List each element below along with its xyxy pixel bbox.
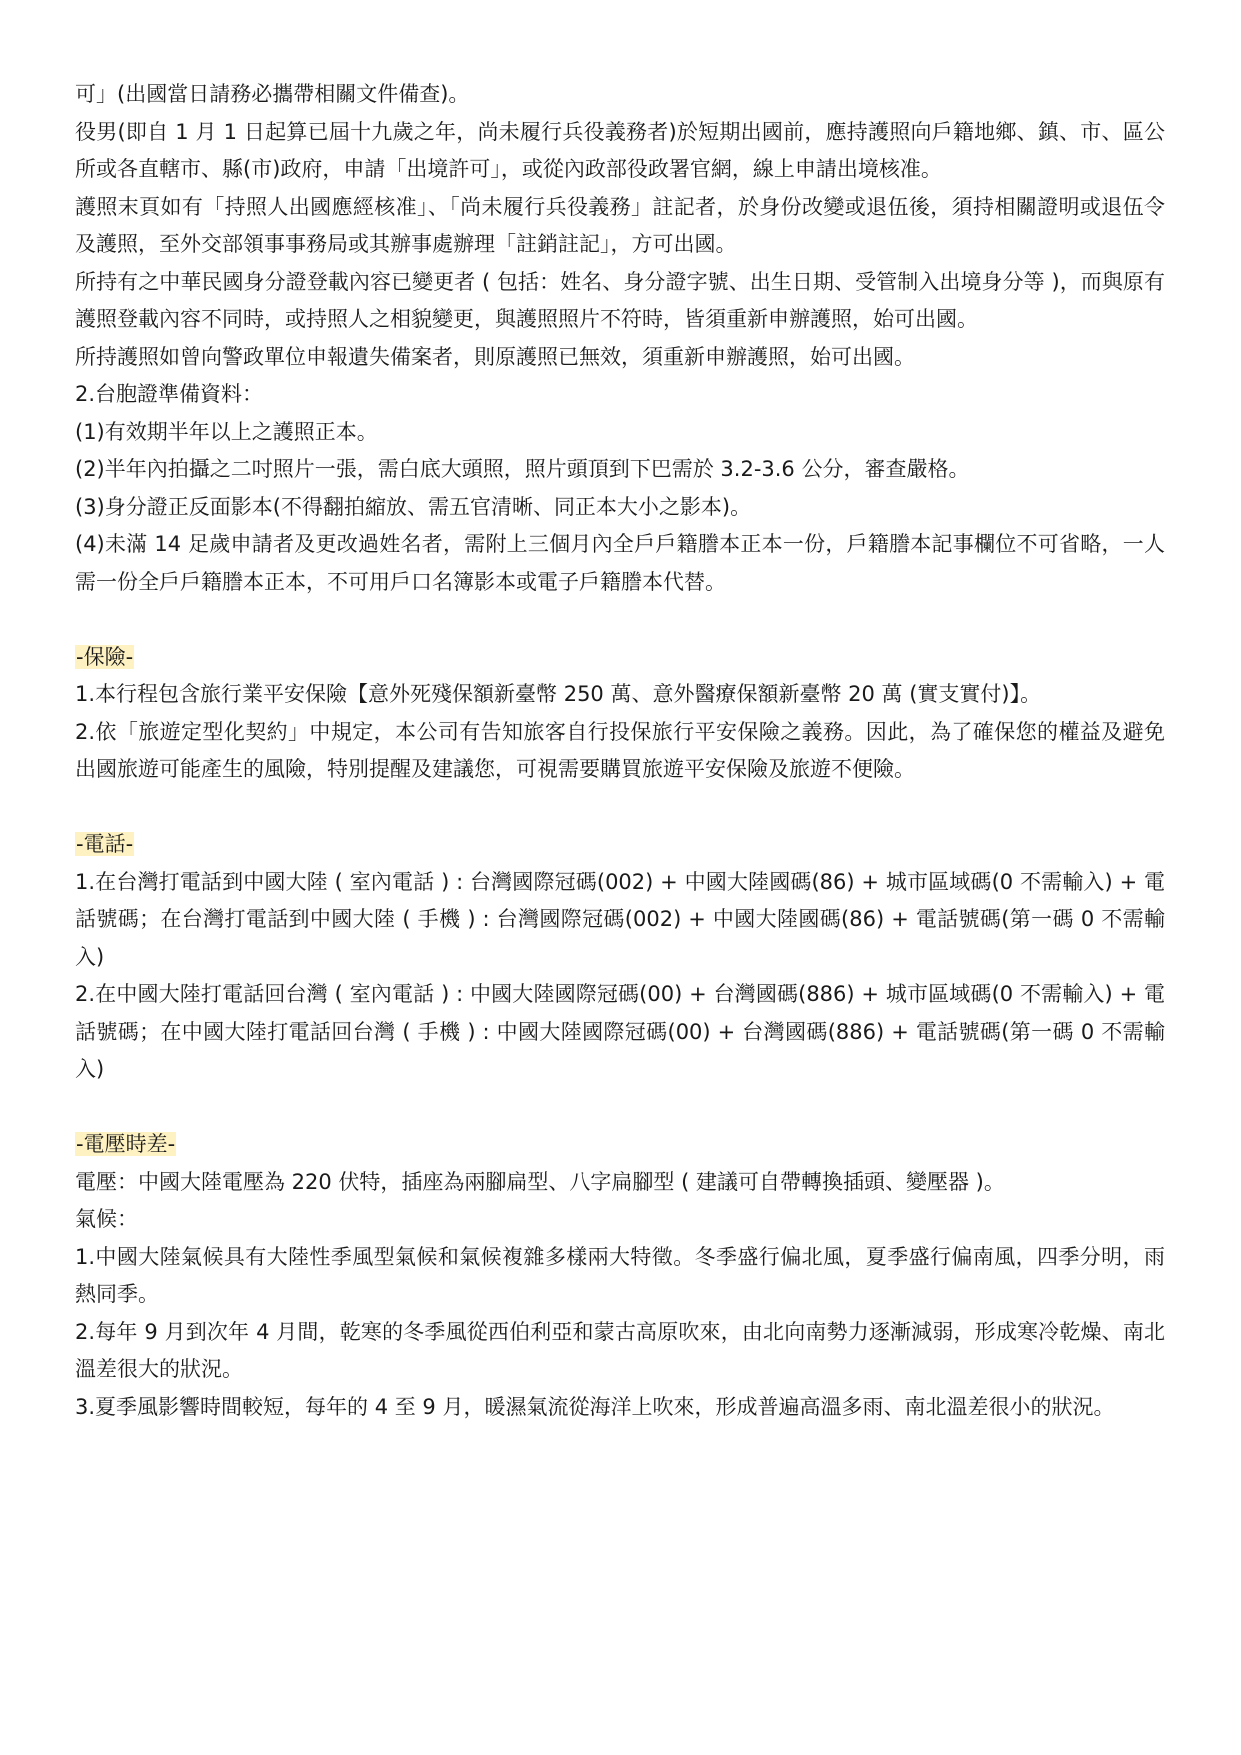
paragraph: 護照末頁如有「持照人出國應經核准」、「尚未履行兵役義務」註記者，於身份改變或退伍後，須持相關證明或退伍令及護照，至外交部領事事務局或其辦事處辦理「註銷註記」，方可出國。 (75, 194, 1165, 256)
paragraph: 所持有之中華民國身分證登載內容已變更者 ( 包括：姓名、身分證字號、出生日期、受管制入出境身分等 )，而與原有護照登載內容不同時，或持照人之相貌變更，與護照照片不符時，皆須重新申辦護照，始可出國。 (75, 269, 1165, 331)
list-item: 2.每年 9 月到次年 4 月間，乾寒的冬季風從西伯利亞和蒙古高原吹來，由北向南勢力逐漸減弱，形成寒冷乾燥、南北溫差很大的狀況。 (75, 1319, 1165, 1381)
paragraph: 1.本行程包含旅行業平安保險【意外死殘保額新臺幣 250 萬、意外醫療保額新臺幣 20 萬 (實支實付)】。 (75, 682, 1042, 706)
paragraph: 電壓：中國大陸電壓為 220 伏特，插座為兩腳扁型、八字扁腳型 ( 建議可自帶轉換插頭、變壓器 )。 (75, 1169, 1005, 1194)
list-item: (3)身分證正反面影本(不得翻拍縮放、需五官清晰、同正本大小之影本)。 (75, 494, 752, 519)
list-item: 1.中國大陸氣候具有大陸性季風型氣候和氣候複雜多樣兩大特徵。冬季盛行偏北風，夏季盛行偏南風，四季分明，雨熱同季。 (75, 1244, 1165, 1306)
spacer (75, 789, 1165, 827)
section-heading: -電話- (76, 832, 134, 856)
section-heading-line (75, 826, 1165, 864)
phone-section (75, 826, 1165, 1089)
document-page (75, 76, 1165, 1426)
list-item: (4)未滿 14 足歲申請者及更改過姓名者，需附上三個月內全戶戶籍謄本正本一份，戶籍謄本記事欄位不可省略，一人需一份全戶戶籍謄本正本，不可用戶口名簿影本或電子戶籍謄本代替。 (75, 532, 1165, 594)
section-heading-line (75, 1126, 1165, 1164)
paragraph: 2.在中國大陸打電話回台灣 ( 室內電話 ) : 中國大陸國際冠碼(00) + 台灣國碼(886) + 城市區域碼(0 不需輸入) + 電話號碼；在中國大陸打電話回台灣 ( 手機 ) : 中國大陸國際冠碼(00) + 台灣國碼(886) + 電話號碼(第一碼 0 不需輸入) (75, 982, 1165, 1081)
list-item: (2)半年內拍攝之二吋照片一張，需白底大頭照，照片頭頂到下巴需於 3.2-3.6 公分，審查嚴格。 (75, 457, 970, 481)
paragraph: 2.依「旅遊定型化契約」中規定，本公司有告知旅客自行投保旅行平安保險之義務。因此，為了確保您的權益及避免出國旅遊可能產生的風險，特別提醒及建議您，可視需要購買旅遊平安保險及旅遊不便險。 (75, 719, 1165, 781)
section-heading: -電壓時差- (76, 1132, 176, 1156)
paragraph: 1.在台灣打電話到中國大陸 ( 室內電話 ) : 台灣國際冠碼(002) + 中國大陸國碼(86) + 城市區域碼(0 不需輸入) + 電話號碼；在台灣打電話到中國大陸 ( 手機 ) : 台灣國際冠碼(002) + 中國大陸國碼(86) + 電話號碼(第一碼 0 不需輸入) (75, 869, 1165, 969)
list-item: 3.夏季風影響時間較短，每年的 4 至 9 月，暖濕氣流從海洋上吹來，形成普遍高溫多雨、南北溫差很小的狀況。 (75, 1394, 1115, 1419)
spacer (75, 601, 1165, 639)
list-item: (1)有效期半年以上之護照正本。 (75, 419, 378, 444)
paragraph: 所持護照如曾向警政單位申報遺失備案者，則原護照已無效，須重新申辦護照，始可出國。 (75, 344, 915, 369)
spacer (75, 1089, 1165, 1127)
insurance-section (75, 639, 1165, 789)
passport-section (75, 76, 1165, 601)
paragraph: 2.台胞證準備資料： (75, 382, 264, 406)
voltage-section (75, 1126, 1165, 1426)
paragraph: 氣候： (75, 1207, 138, 1231)
paragraph: 可」(出國當日請務必攜帶相關文件備查)。 (75, 82, 470, 106)
section-heading-line (75, 639, 1165, 677)
section-heading: -保險- (76, 644, 134, 669)
paragraph: 役男(即自 1 月 1 日起算已屆十九歲之年，尚未履行兵役義務者)於短期出國前，應持護照向戶籍地鄉、鎮、市、區公所或各直轄市、縣(市)政府，申請「出境許可」，或從內政部役政署官網，線上申請出境核准。 (75, 119, 1165, 181)
